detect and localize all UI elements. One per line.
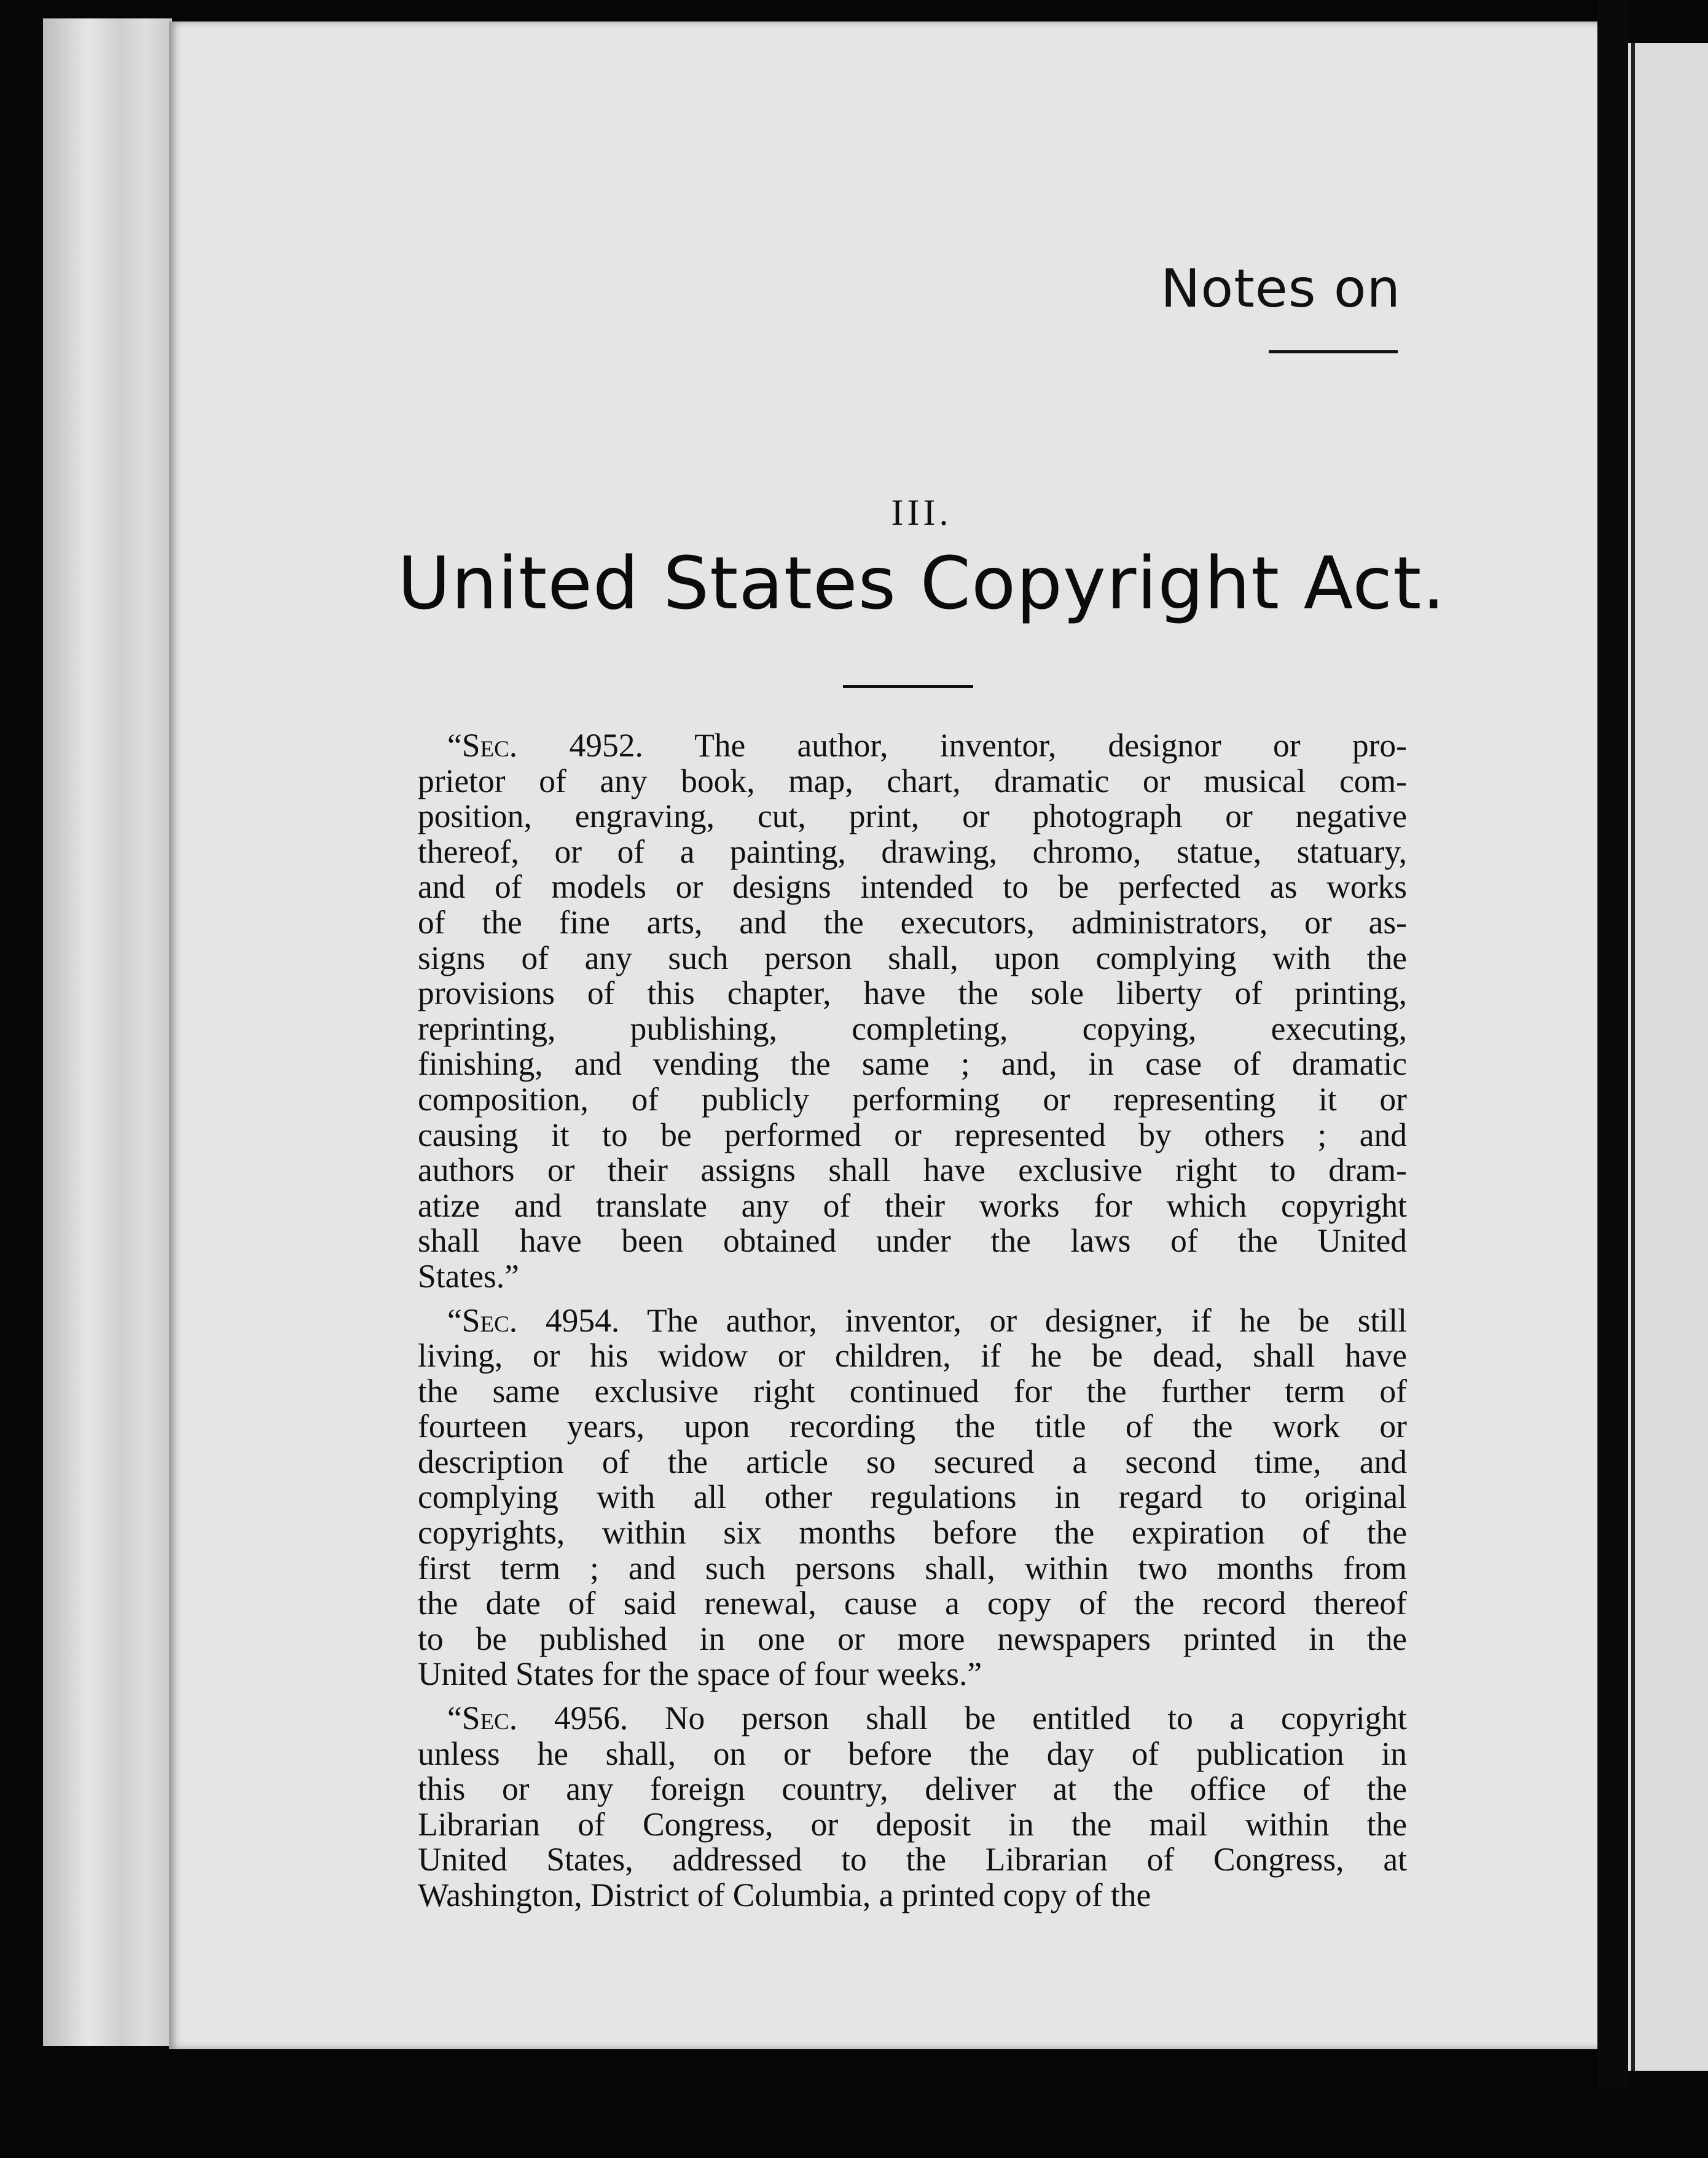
page-edges: [43, 18, 172, 2046]
section-paragraph: [418, 1303, 1407, 1693]
text-line: [418, 1701, 1407, 1736]
statute-text: [418, 728, 1407, 1913]
open-quote: “: [447, 1301, 462, 1339]
open-quote: “: [447, 1700, 462, 1737]
section-paragraph: [418, 728, 1407, 1295]
book-gutter: [1597, 0, 1628, 2089]
page-title: United States Copyright Act.: [398, 541, 1446, 626]
text-line: complying with all other regulations in regard to original: [418, 1478, 1407, 1516]
text-line: and of models or designs intended to be perfected as works: [418, 868, 1407, 906]
text-line: Librarian of Congress, or deposit in the mail within the: [418, 1805, 1407, 1843]
running-head: Notes on: [1161, 258, 1401, 320]
facing-page: [1628, 43, 1708, 2071]
text-line: provisions of this chapter, have the sole liberty of printing,: [418, 975, 1407, 1012]
text-line: causing it to be performed or represented by others ; and: [418, 1116, 1407, 1153]
text-line: [418, 1303, 1407, 1339]
section-number: . 4956.: [509, 1700, 629, 1737]
text-line: to be published in one or more newspapers printed in the: [418, 1620, 1407, 1657]
facing-page-rule: [1631, 43, 1635, 2071]
text-line: authors or their assigns shall have exclusive right to dram-: [418, 1152, 1407, 1189]
section-paragraph: [418, 1701, 1407, 1913]
text-line: thereof, or of a painting, drawing, chromo, statue, statuary,: [418, 833, 1407, 870]
text-line: United States for the space of four weeks.”: [418, 1655, 982, 1693]
running-head-rule: [1269, 350, 1398, 353]
text-line: atize and translate any of their works for which copyright: [418, 1187, 1407, 1224]
text-line: the date of said renewal, cause a copy of the record thereof: [418, 1585, 1407, 1622]
section-label: Sec: [461, 1700, 509, 1737]
text-line: Washington, District of Columbia, a printed copy of the: [418, 1877, 1151, 1913]
title-rule: [843, 685, 973, 688]
text-line: unless he shall, on or before the day of publication in: [418, 1735, 1407, 1772]
text-line: prietor of any book, map, chart, dramatic or musical com-: [418, 762, 1407, 799]
text-line: [418, 728, 1407, 764]
section-numeral: III.: [891, 492, 952, 533]
line-text: The author, inventor, or designer, if he be still: [619, 1301, 1407, 1339]
text-line: of the fine arts, and the executors, administrators, or as-: [418, 903, 1407, 941]
section-label: Sec: [461, 1301, 509, 1339]
text-line: the same exclusive right continued for the further term of: [418, 1372, 1407, 1410]
section-label: Sec: [461, 727, 509, 764]
section-number: . 4952.: [509, 727, 643, 764]
text-line: finishing, and vending the same ; and, in case of dramatic: [418, 1045, 1407, 1083]
open-quote: “: [447, 727, 462, 764]
text-line: living, or his widow or children, if he be dead, shall have: [418, 1337, 1407, 1375]
section-number: . 4954.: [509, 1301, 620, 1339]
text-line: this or any foreign country, deliver at the office of the: [418, 1770, 1407, 1808]
text-line: composition, of publicly performing or representing it or: [418, 1080, 1407, 1118]
text-line: description of the article so secured a second time, and: [418, 1443, 1407, 1480]
text-line: first term ; and such persons shall, within two months from: [418, 1549, 1407, 1587]
text-line: signs of any such person shall, upon complying with the: [418, 939, 1407, 976]
text-line: copyrights, within six months before the expiration of the: [418, 1514, 1407, 1552]
line-text: The author, inventor, designor or pro-: [643, 727, 1407, 764]
text-line: position, engraving, cut, print, or photograph or negative: [418, 798, 1407, 835]
text-line: reprinting, publishing, completing, copying, executing,: [418, 1010, 1407, 1047]
line-text: No person shall be entitled to a copyright: [628, 1700, 1407, 1737]
text-line: shall have been obtained under the laws of the United: [418, 1222, 1407, 1260]
text-line: United States, addressed to the Librarian of Congress, at: [418, 1841, 1407, 1878]
text-line: fourteen years, upon recording the title of the work or: [418, 1408, 1407, 1445]
text-line: States.”: [418, 1257, 519, 1295]
